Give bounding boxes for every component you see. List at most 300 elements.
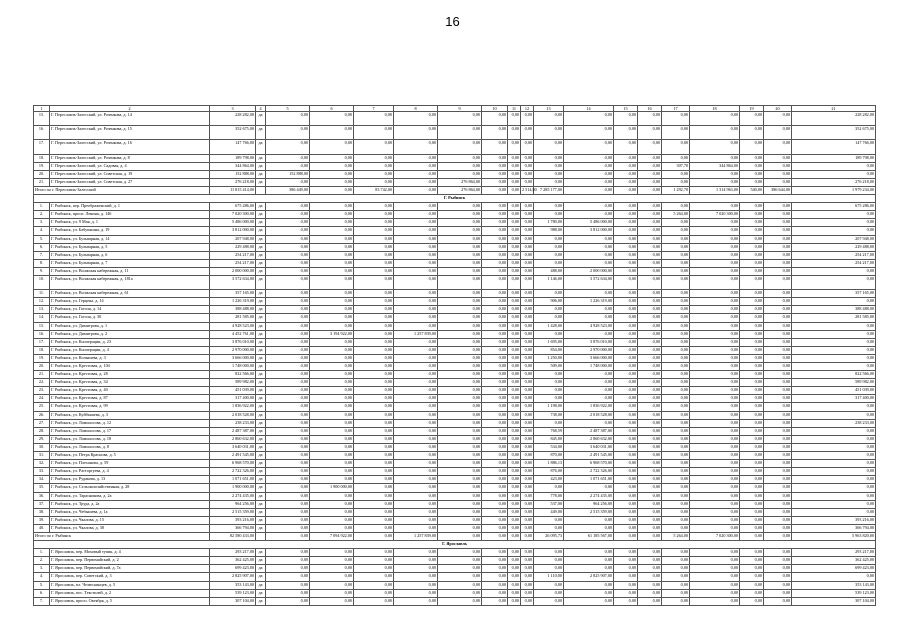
table-cell: да xyxy=(256,306,266,314)
table-cell: 0,00 xyxy=(690,524,740,532)
table-cell: 0,00 xyxy=(310,112,354,126)
table-cell: да xyxy=(256,259,266,267)
column-header: 16 xyxy=(638,106,662,112)
table-cell: 0,00 xyxy=(508,112,521,126)
table-cell: 0,00 xyxy=(354,565,394,573)
table-cell: 0,00 xyxy=(792,354,876,362)
table-cell: 0,00 xyxy=(614,549,638,557)
table-cell: 0,00 xyxy=(508,557,521,565)
table-cell: 0,00 xyxy=(508,371,521,379)
table-cell: 0,00 xyxy=(438,524,482,532)
table-cell: 1 226 319,00 xyxy=(210,298,256,306)
table-cell: 0,00 xyxy=(508,259,521,267)
table-cell: 0,00 xyxy=(614,597,638,605)
table-cell: 2 722 326,00 xyxy=(210,468,256,476)
table-row xyxy=(34,267,876,275)
table-cell: 1 836 922,00 xyxy=(210,403,256,411)
table-cell: 0,00 xyxy=(740,227,764,235)
table-cell: 0,00 xyxy=(438,170,482,178)
table-cell: 0,00 xyxy=(638,557,662,565)
table-cell: 0,00 xyxy=(438,354,482,362)
table-cell: 37. xyxy=(34,500,50,508)
table-cell: да xyxy=(256,411,266,419)
table-cell: 0,00 xyxy=(521,476,534,484)
table-row xyxy=(34,565,876,573)
table-cell: 0,00 xyxy=(310,259,354,267)
table-cell: 0,00 xyxy=(638,468,662,476)
table-cell: 0,00 xyxy=(354,330,394,338)
table-cell: 2 274 435,00 xyxy=(564,492,614,500)
table-cell: да xyxy=(256,379,266,387)
table-cell: 0,00 xyxy=(508,243,521,251)
table-cell: 0,00 xyxy=(662,508,690,516)
table-cell: 0,00 xyxy=(764,298,792,306)
table-cell: 0,00 xyxy=(266,379,310,387)
table-cell: 0,00 xyxy=(438,235,482,243)
table-cell: да xyxy=(256,235,266,243)
table-cell: 0,00 xyxy=(521,235,534,243)
table-cell: 0,00 xyxy=(614,170,638,178)
table-cell: 0,00 xyxy=(266,516,310,524)
table-cell: 0,00 xyxy=(638,235,662,243)
table-cell: 276 218,00 xyxy=(210,178,256,186)
table-row xyxy=(34,298,876,306)
table-cell: 0,00 xyxy=(310,573,354,581)
table-cell: 0,00 xyxy=(508,251,521,259)
table-cell: 0,00 xyxy=(394,354,438,362)
table-cell: 0,00 xyxy=(638,140,662,154)
table-cell: 0,00 xyxy=(482,235,508,243)
table-cell: 0,00 xyxy=(792,468,876,476)
table-cell: 0,00 xyxy=(354,395,394,403)
table-cell: 0,00 xyxy=(564,484,614,492)
table-cell: 0,00 xyxy=(690,565,740,573)
table-cell: 317 400,00 xyxy=(210,395,256,403)
table-row xyxy=(34,492,876,500)
table-cell: 20. xyxy=(34,170,50,178)
table-cell: 0,00 xyxy=(690,557,740,565)
table-cell: 0,00 xyxy=(508,573,521,581)
table-cell: 539 123,00 xyxy=(792,589,876,597)
table-cell: 0,00 xyxy=(764,411,792,419)
table-cell: 0,00 xyxy=(310,557,354,565)
table-cell: Г. Рыбинск, ул. Куйбышева, д. 3 xyxy=(50,411,210,419)
table-cell: 14. xyxy=(34,314,50,322)
table-cell: 0,00 xyxy=(508,227,521,235)
table-cell: да xyxy=(256,275,266,289)
table-cell: 0,00 xyxy=(508,597,521,605)
table-cell: 0,00 xyxy=(740,140,764,154)
table-cell: 0,00 xyxy=(662,338,690,346)
table-cell: да xyxy=(256,549,266,557)
table-cell: 0,00 xyxy=(354,243,394,251)
table-cell: 0,00 xyxy=(310,203,354,211)
table-cell: 0,00 xyxy=(690,363,740,371)
table-row xyxy=(34,549,876,557)
table-cell: 0,00 xyxy=(310,154,354,162)
table-cell: 0,00 xyxy=(438,306,482,314)
table-cell: 0,00 xyxy=(662,363,690,371)
table-cell: 0,00 xyxy=(482,573,508,581)
table-cell: 0,00 xyxy=(740,338,764,346)
table-cell: 0,00 xyxy=(508,419,521,427)
table-cell: 0,00 xyxy=(482,219,508,227)
column-header: 14 xyxy=(564,106,614,112)
table-cell: 0,00 xyxy=(482,371,508,379)
table-cell: 0,00 xyxy=(740,379,764,387)
table-cell: 699 423,00 xyxy=(792,565,876,573)
table-cell: да xyxy=(256,427,266,435)
table-cell: 0,00 xyxy=(690,468,740,476)
table-cell: 16. xyxy=(34,126,50,140)
table-cell: 7 020 300,00 xyxy=(690,532,740,540)
table-cell: 0,00 xyxy=(614,259,638,267)
table-cell: 0,00 xyxy=(740,508,764,516)
table-cell: 0,00 xyxy=(740,557,764,565)
table-cell: да xyxy=(256,346,266,354)
table-cell: 0,00 xyxy=(638,322,662,330)
table-cell: 228 282,00 xyxy=(210,112,256,126)
table-cell: 0,00 xyxy=(521,371,534,379)
table-cell: 0,00 xyxy=(354,419,394,427)
table-cell: 0,00 xyxy=(521,346,534,354)
table-row xyxy=(34,427,876,435)
table-cell: 0,00 xyxy=(394,219,438,227)
table-cell: 7 020 300,00 xyxy=(210,211,256,219)
table-cell: 0,00 xyxy=(638,275,662,289)
table-cell: 1 250,00 xyxy=(534,354,564,362)
table-row xyxy=(34,508,876,516)
column-header: 5 xyxy=(266,106,310,112)
table-cell: Г. Рыбинск, ул. Бабушкина, д. 19 xyxy=(50,227,210,235)
table-cell: 2 970 000,00 xyxy=(210,346,256,354)
table-cell: 509,00 xyxy=(534,363,564,371)
table-cell: 0,00 xyxy=(764,267,792,275)
table-cell: 0,00 xyxy=(354,573,394,581)
table-cell: 0,00 xyxy=(534,379,564,387)
table-cell: 0,00 xyxy=(310,363,354,371)
table-cell: 0,00 xyxy=(690,452,740,460)
table-cell: 0,00 xyxy=(764,203,792,211)
table-cell: 0,00 xyxy=(310,597,354,605)
table-cell: 0,00 xyxy=(638,251,662,259)
table-cell: 0,00 xyxy=(792,298,876,306)
table-cell: 0,00 xyxy=(394,427,438,435)
table-cell: 1. xyxy=(34,549,50,557)
table-cell: 281 585,00 xyxy=(792,314,876,322)
table-cell: 30. xyxy=(34,443,50,451)
table-cell: 0,00 xyxy=(354,178,394,186)
table-cell: 0,00 xyxy=(521,508,534,516)
table-cell: 0,00 xyxy=(508,338,521,346)
table-cell: 0,00 xyxy=(438,267,482,275)
table-row xyxy=(34,314,876,322)
table-cell: 0,00 xyxy=(638,330,662,338)
table-cell: 0,00 xyxy=(690,508,740,516)
table-cell: 0,00 xyxy=(508,322,521,330)
table-cell: 0,00 xyxy=(354,363,394,371)
table-cell: 449,00 xyxy=(534,508,564,516)
table-cell: 0,00 xyxy=(482,581,508,589)
table-cell: 0,00 xyxy=(638,178,662,186)
table-cell: 0,00 xyxy=(394,476,438,484)
table-cell: 3 572 634,00 xyxy=(564,275,614,289)
table-cell: 0,00 xyxy=(354,203,394,211)
table-cell: 0,00 xyxy=(564,126,614,140)
table-cell: 0,00 xyxy=(266,589,310,597)
table-cell: 0,00 xyxy=(508,549,521,557)
table-cell: 2. xyxy=(34,211,50,219)
total-row xyxy=(34,532,876,540)
table-cell: 15. xyxy=(34,112,50,126)
table-cell: да xyxy=(256,338,266,346)
table-cell: 0,00 xyxy=(662,235,690,243)
table-cell: 0,00 xyxy=(310,243,354,251)
table-cell: 0,00 xyxy=(764,492,792,500)
table-cell: 0,00 xyxy=(534,314,564,322)
table-cell: 3 812 000,00 xyxy=(564,227,614,235)
table-cell: 0,00 xyxy=(438,243,482,251)
table-cell: 29. xyxy=(34,435,50,443)
table-cell: 0,00 xyxy=(354,524,394,532)
table-cell: Г. Рыбинск, ул. Рудакова, д. 13 xyxy=(50,476,210,484)
table-cell: 0,00 xyxy=(534,162,564,170)
table-row xyxy=(34,363,876,371)
table-row xyxy=(34,573,876,581)
table-cell: 307 104,00 xyxy=(210,597,256,605)
table-cell: 0,00 xyxy=(690,314,740,322)
table-cell: 0,00 xyxy=(394,411,438,419)
table-cell: 0,00 xyxy=(740,306,764,314)
table-cell: 1 226 319,00 xyxy=(564,298,614,306)
table-cell: 0,00 xyxy=(764,573,792,581)
table-cell: 0,00 xyxy=(764,126,792,140)
table-cell: 0,00 xyxy=(354,112,394,126)
table-cell: 0,00 xyxy=(764,524,792,532)
table-cell: 0,00 xyxy=(564,154,614,162)
table-cell: 0,00 xyxy=(354,306,394,314)
table-cell: 0,00 xyxy=(564,379,614,387)
table-cell: 0,00 xyxy=(690,516,740,524)
table-cell: 0,00 xyxy=(521,267,534,275)
table-cell: 0,00 xyxy=(438,435,482,443)
table-row xyxy=(34,452,876,460)
table-cell: 0,00 xyxy=(438,403,482,411)
table-cell: 19. xyxy=(34,354,50,362)
table-cell: 0,00 xyxy=(266,492,310,500)
table-cell: Г. Рыбинск, ул. Герцена, д. 14 xyxy=(50,298,210,306)
table-cell: 0,00 xyxy=(564,243,614,251)
table-cell: 0,00 xyxy=(438,443,482,451)
table-cell: 0,00 xyxy=(638,112,662,126)
table-row xyxy=(34,516,876,524)
column-header: 6 xyxy=(310,106,354,112)
table-cell: да xyxy=(256,371,266,379)
table-row xyxy=(34,170,876,178)
table-row xyxy=(34,435,876,443)
table-cell: 0,00 xyxy=(614,524,638,532)
table-cell: 0,00 xyxy=(638,306,662,314)
table-cell: 0,00 xyxy=(394,565,438,573)
table-cell: да xyxy=(256,476,266,484)
table-row xyxy=(34,203,876,211)
table-row xyxy=(34,581,876,589)
table-cell: 27. xyxy=(34,419,50,427)
table-cell: 0,00 xyxy=(508,435,521,443)
table-cell: 0,00 xyxy=(266,573,310,581)
table-cell: 0,00 xyxy=(740,243,764,251)
table-cell: 1 292,70 xyxy=(662,186,690,194)
table-cell: 0,00 xyxy=(662,452,690,460)
table-cell: Г. Рыбинск, ул. Крестовая, д. 104 xyxy=(50,363,210,371)
table-cell: 0,00 xyxy=(354,387,394,395)
table-cell: 3. xyxy=(34,219,50,227)
table-cell: 0,00 xyxy=(690,460,740,468)
table-cell: 0,00 xyxy=(740,589,764,597)
table-cell: 0,00 xyxy=(354,170,394,178)
table-cell: 0,00 xyxy=(662,322,690,330)
table-cell: 7 020 300,00 xyxy=(690,211,740,219)
table-cell: 0,00 xyxy=(792,427,876,435)
table-cell: 20. xyxy=(34,363,50,371)
table-cell: 0,00 xyxy=(534,330,564,338)
table-cell: да xyxy=(256,267,266,275)
table-cell: 0,00 xyxy=(662,476,690,484)
table-cell: 0,00 xyxy=(482,322,508,330)
table-cell: 0,00 xyxy=(764,235,792,243)
table-cell: 0,00 xyxy=(310,227,354,235)
table-cell: 0,00 xyxy=(792,211,876,219)
table-cell: 0,00 xyxy=(690,403,740,411)
table-cell: да xyxy=(256,322,266,330)
table-row xyxy=(34,500,876,508)
table-cell: 0,00 xyxy=(310,395,354,403)
table-cell: 0,00 xyxy=(764,314,792,322)
table-cell: 0,00 xyxy=(310,435,354,443)
table-cell: Г. Рыбинск, ул. Кооперации, д. 23 xyxy=(50,338,210,346)
table-cell: да xyxy=(256,290,266,298)
table-cell: 0,00 xyxy=(764,379,792,387)
table-cell: 0,00 xyxy=(662,427,690,435)
table-cell: 0,00 xyxy=(482,492,508,500)
table-cell: 876,00 xyxy=(534,468,564,476)
table-cell: 0,00 xyxy=(266,549,310,557)
table-cell: 10. xyxy=(34,275,50,289)
table-row xyxy=(34,251,876,259)
table-cell: 0,00 xyxy=(690,597,740,605)
table-cell: 768,59 xyxy=(534,427,564,435)
table-cell: 0,00 xyxy=(614,395,638,403)
table-cell: 0,00 xyxy=(764,346,792,354)
table-cell: 0,00 xyxy=(508,460,521,468)
table-cell: 0,00 xyxy=(266,112,310,126)
table-cell: 0,00 xyxy=(508,395,521,403)
table-cell: 0,00 xyxy=(394,178,438,186)
table-cell: 0,00 xyxy=(638,170,662,178)
table-row xyxy=(34,395,876,403)
table-cell: 0,00 xyxy=(310,581,354,589)
table-cell: 0,00 xyxy=(792,492,876,500)
table-cell: 0,00 xyxy=(438,162,482,170)
table-cell: 0,00 xyxy=(690,251,740,259)
table-cell: 0,00 xyxy=(792,162,876,170)
table-cell: 0,00 xyxy=(638,203,662,211)
table-cell: 0,00 xyxy=(266,363,310,371)
table-cell: Г. Рыбинск, ул. Ломоносова, д. 17 xyxy=(50,427,210,435)
table-cell: 0,00 xyxy=(638,259,662,267)
table-cell: 0,00 xyxy=(521,573,534,581)
table-cell: 0,00 xyxy=(438,532,482,540)
table-cell: 307,70 xyxy=(662,162,690,170)
table-cell: 15. xyxy=(34,322,50,330)
table-cell: Г. Рыбинск, ул. Крестовая, д. 28 xyxy=(50,371,210,379)
table-cell: 3 640 031,00 xyxy=(564,443,614,451)
table-cell: да xyxy=(256,508,266,516)
table-cell: 0,00 xyxy=(638,549,662,557)
table-cell: 0,00 xyxy=(266,178,310,186)
table-cell: 293 217,00 xyxy=(792,549,876,557)
table-cell: Г. Рыбинск, ул. Чкалова, д. 15 xyxy=(50,516,210,524)
table-cell: 276 864,00 xyxy=(438,178,482,186)
table-cell: 0,00 xyxy=(564,211,614,219)
table-cell: 1 071 651,00 xyxy=(564,476,614,484)
table-cell: 0,00 xyxy=(394,508,438,516)
table-cell: Г. Рыбинск, ул. Крестовая, д. 34 xyxy=(50,379,210,387)
table-cell: 0,00 xyxy=(614,411,638,419)
table-cell: 0,00 xyxy=(521,211,534,219)
table-cell: Г. Рыбинск, ул. Волжская набережная, д. 11 xyxy=(50,267,210,275)
table-cell: 0,00 xyxy=(438,557,482,565)
table-cell: 451 039,00 xyxy=(792,387,876,395)
table-row xyxy=(34,154,876,162)
table-cell: 0,00 xyxy=(394,314,438,322)
table-cell: 0,00 xyxy=(764,452,792,460)
table-cell: 0,00 xyxy=(508,508,521,516)
table-cell: 0,00 xyxy=(266,354,310,362)
table-cell: 0,00 xyxy=(266,435,310,443)
table-cell: 2 018 528,00 xyxy=(564,411,614,419)
table-cell: 0,00 xyxy=(508,154,521,162)
table-cell: 0,00 xyxy=(564,112,614,126)
table-cell: 0,00 xyxy=(534,140,564,154)
table-cell: 0,00 xyxy=(662,484,690,492)
table-cell: 33. xyxy=(34,468,50,476)
table-cell: 357 165,00 xyxy=(792,290,876,298)
table-cell: 0,00 xyxy=(764,435,792,443)
table-cell: 0,00 xyxy=(482,186,508,194)
table-cell: 0,00 xyxy=(690,178,740,186)
table-cell xyxy=(256,186,266,194)
table-cell: 0,00 xyxy=(438,589,482,597)
table-cell: 0,00 xyxy=(266,387,310,395)
table-cell: 1 780,00 xyxy=(534,219,564,227)
table-cell: 0,00 xyxy=(394,371,438,379)
table-cell: 12. xyxy=(34,298,50,306)
table-cell: 0,00 xyxy=(690,589,740,597)
table-cell: Г. Рыбинск, ул. Крестовая, д. 87 xyxy=(50,395,210,403)
table-cell: 0,00 xyxy=(534,170,564,178)
table-cell: 22. xyxy=(34,379,50,387)
table-cell: 0,00 xyxy=(740,330,764,338)
table-cell: 0,00 xyxy=(740,419,764,427)
table-cell: 0,00 xyxy=(508,452,521,460)
table-cell: 0,00 xyxy=(521,275,534,289)
table-cell: Г. Рыбинск, ул. Ломоносова, д. 12 xyxy=(50,419,210,427)
table-cell: 0,00 xyxy=(394,435,438,443)
table-cell: 0,00 xyxy=(310,178,354,186)
table-cell: 0,00 xyxy=(508,203,521,211)
table-cell: 0,00 xyxy=(266,532,310,540)
